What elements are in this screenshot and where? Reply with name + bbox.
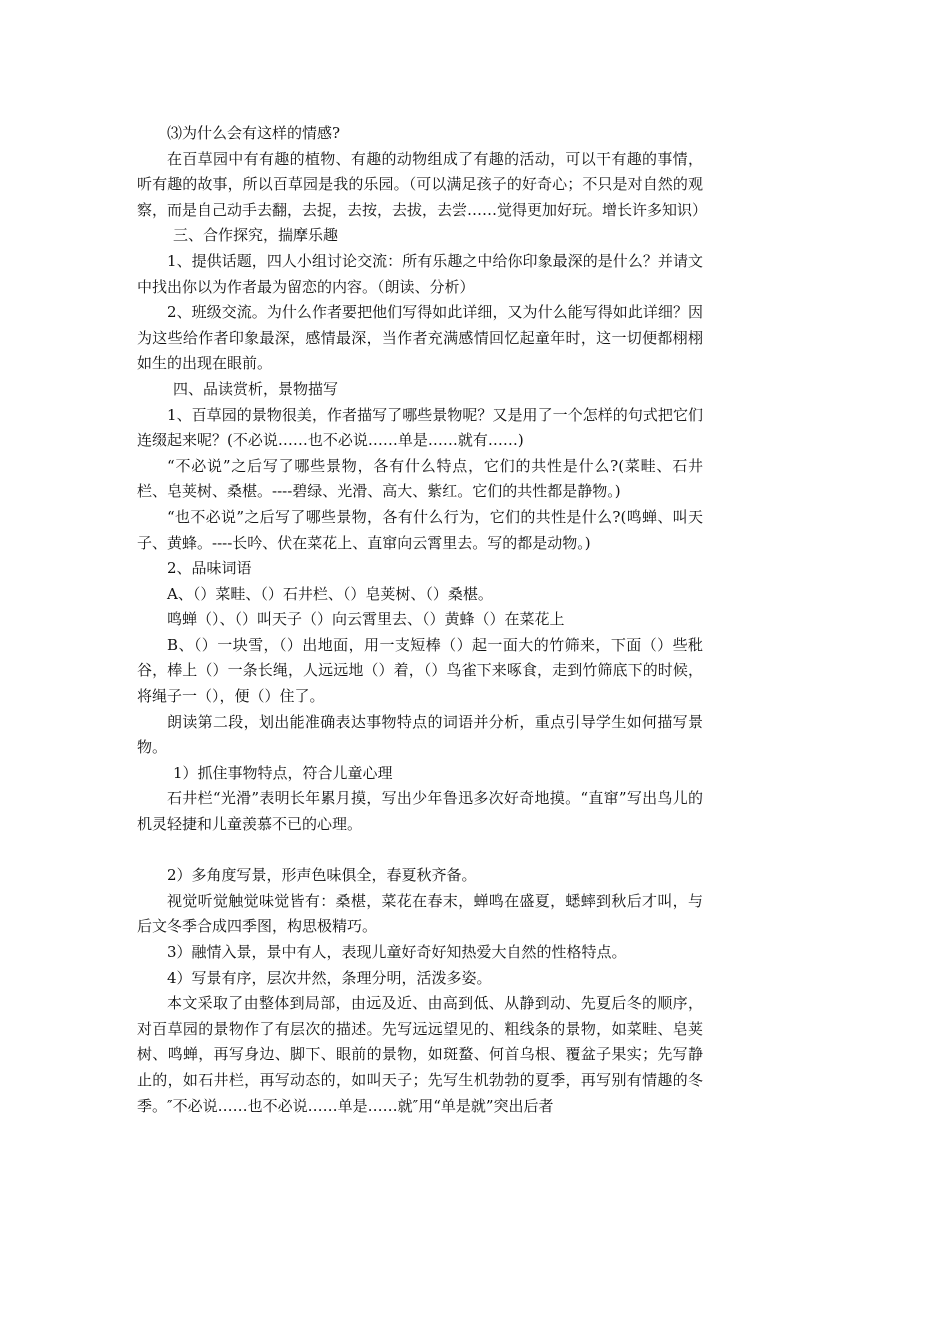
paragraph: 2、品味词语	[167, 559, 252, 578]
paragraph: “不必说”之后写了哪些景物，各有什么特点，它们的共性是什么?(菜畦、石井栏、皂荚树、桑椹。----碧绿、光滑、高大、紫红。它们的共性都是静物。)	[137, 456, 703, 501]
paragraph: B、（）一块雪，（）出地面，用一支短棒（）起一面大的竹筛来，下面（）些秕谷，棒上（）一条长绳，人远远地（）着，（）鸟雀下来啄食，走到竹筛底下的时候，将绳子一（），便（）住了。	[137, 635, 703, 706]
document-body	[137, 121, 708, 1119]
sub-heading: 2）多角度写景，形声色味俱全，春夏秋齐备。	[167, 866, 477, 885]
sub-heading: 1）抓住事物特点，符合儿童心理	[173, 763, 393, 782]
sub-heading: 3）融情入景，景中有人，表现儿童好奇好知热爱大自然的性格特点。	[167, 943, 627, 961]
paragraph: 鸣蝉（）、（）叫天子（）向云霄里去、（）黄蜂（）在菜花上	[167, 610, 565, 629]
paragraph: 石井栏“光滑”表明长年累月摸，写出少年鲁迅多次好奇地摸。“直窜”写出鸟儿的机灵轻捷和儿童羡慕不已的心理。	[137, 789, 703, 834]
paragraph: 在百草园中有有趣的植物、有趣的动物组成了有趣的活动，可以干有趣的事情，听有趣的故事，所以百草园是我的乐园。（可以满足孩子的好奇心；不只是对自然的观察，而是自己动手去翻，去捉，去按，去拔，去尝……觉得更加好玩。增长许多知识）	[137, 149, 708, 219]
sub-heading: 4）写景有序，层次井然，条理分明，活泼多姿。	[167, 968, 492, 987]
paragraph: 本文采取了由整体到局部，由远及近、由高到低、从静到动、先夏后冬的顺序，对百草园的景物作了有层次的描述。先写远远望见的、粗线条的景物，如菜畦、皂荚树、鸣蝉，再写身边、脚下、眼前的景物，如斑蝥、何首乌根、覆盆子果实；先写静止的，如石井栏，再写动态的，如叫天子；先写生机勃勃的夏季，再写别有情趣的冬季。″不必说……也不必说……单是……就″用“单是就”突出后者	[137, 994, 703, 1115]
paragraph: ⑶为什么会有这样的情感?	[167, 124, 341, 142]
paragraph: 1、百草园的景物很美，作者描写了哪些景物呢？又是用了一个怎样的句式把它们连缀起来呢？(不必说……也不必说……单是……就有……)	[137, 405, 703, 450]
paragraph: A、（）菜畦、（）石井栏、（）皂荚树、（）桑椹。	[167, 584, 493, 603]
paragraph: “也不必说”之后写了哪些景物，各有什么行为，它们的共性是什么?(鸣蝉、叫天子、黄蜂。----长吟、伏在菜花上、直窜向云霄里去。写的都是动物。)	[137, 507, 703, 552]
paragraph: 1、提供话题，四人小组讨论交流：所有乐趣之中给你印象最深的是什么？并请文中找出你以为作者最为留恋的内容。（朗读、分析）	[137, 251, 703, 296]
section-heading: 四、品读赏析，景物描写	[173, 379, 339, 398]
paragraph: 2、班级交流。为什么作者要把他们写得如此详细，又为什么能写得如此详细？因为这些给作者印象最深，感情最深，当作者充满感情回忆起童年时，这一切便都栩栩如生的出现在眼前。	[137, 303, 703, 373]
section-heading: 三、合作探究，揣摩乐趣	[173, 226, 339, 245]
paragraph: 朗读第二段，划出能准确表达事物特点的词语并分析，重点引导学生如何描写景物。	[137, 712, 703, 757]
paragraph: 视觉听觉触觉味觉皆有：桑椹，菜花在春末，蝉鸣在盛夏，蟋蟀到秋后才叫，与后文冬季合成四季图，构思极精巧。	[137, 891, 703, 936]
